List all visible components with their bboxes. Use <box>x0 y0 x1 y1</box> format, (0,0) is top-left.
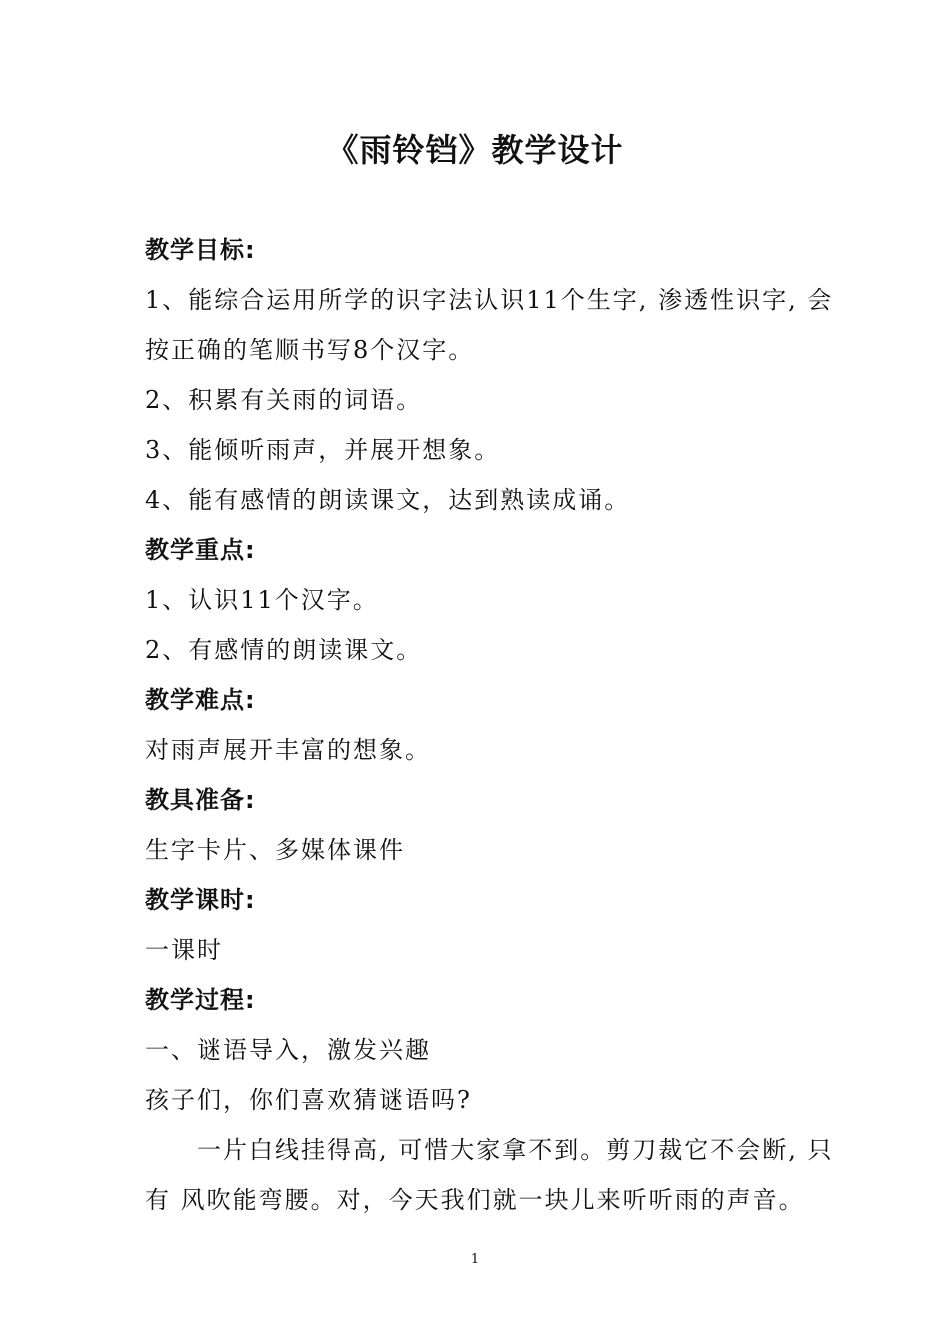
text-line: 一片白线挂得高, 可惜大家拿不到。剪刀裁它不会断, 只 <box>197 1136 834 1164</box>
text-line: 1、能综合运用所学的识字法认识11个生字, 渗透性识字, 会 <box>145 286 834 314</box>
text-line: 1、认识11个汉字。 <box>145 586 379 614</box>
text-line: 对雨声展开丰富的想象。 <box>145 736 431 764</box>
section-heading: 教具准备: <box>145 786 256 814</box>
section-heading: 教学过程: <box>145 986 256 1014</box>
text-line: 2、积累有关雨的词语。 <box>145 386 423 414</box>
section-heading: 教学重点: <box>145 536 256 564</box>
text-line: 生字卡片、多媒体课件 <box>145 836 405 864</box>
section-heading: 教学目标: <box>145 236 256 264</box>
section-heading: 教学难点: <box>145 686 256 714</box>
text-line: 一、谜语导入，激发兴趣 <box>145 1036 431 1064</box>
text-line: 2、有感情的朗读课文。 <box>145 636 423 664</box>
text-line: 按正确的笔顺书写8个汉字。 <box>145 336 475 364</box>
page-number: 1 <box>470 1252 480 1267</box>
text-line: 4、能有感情的朗读课文，达到熟读成诵。 <box>145 486 631 514</box>
section-heading: 教学课时: <box>145 886 256 914</box>
text-line: 一课时 <box>145 936 223 964</box>
text-line: 孩子们，你们喜欢猜谜语吗? <box>145 1086 472 1114</box>
text-line: 有 风吹能弯腰。对，今天我们就一块儿来听听雨的声音。 <box>145 1186 805 1214</box>
text-line: 3、能倾听雨声，并展开想象。 <box>145 436 501 464</box>
document-body <box>145 225 834 1225</box>
document-title: 《雨铃铛》教学设计 <box>326 131 624 169</box>
